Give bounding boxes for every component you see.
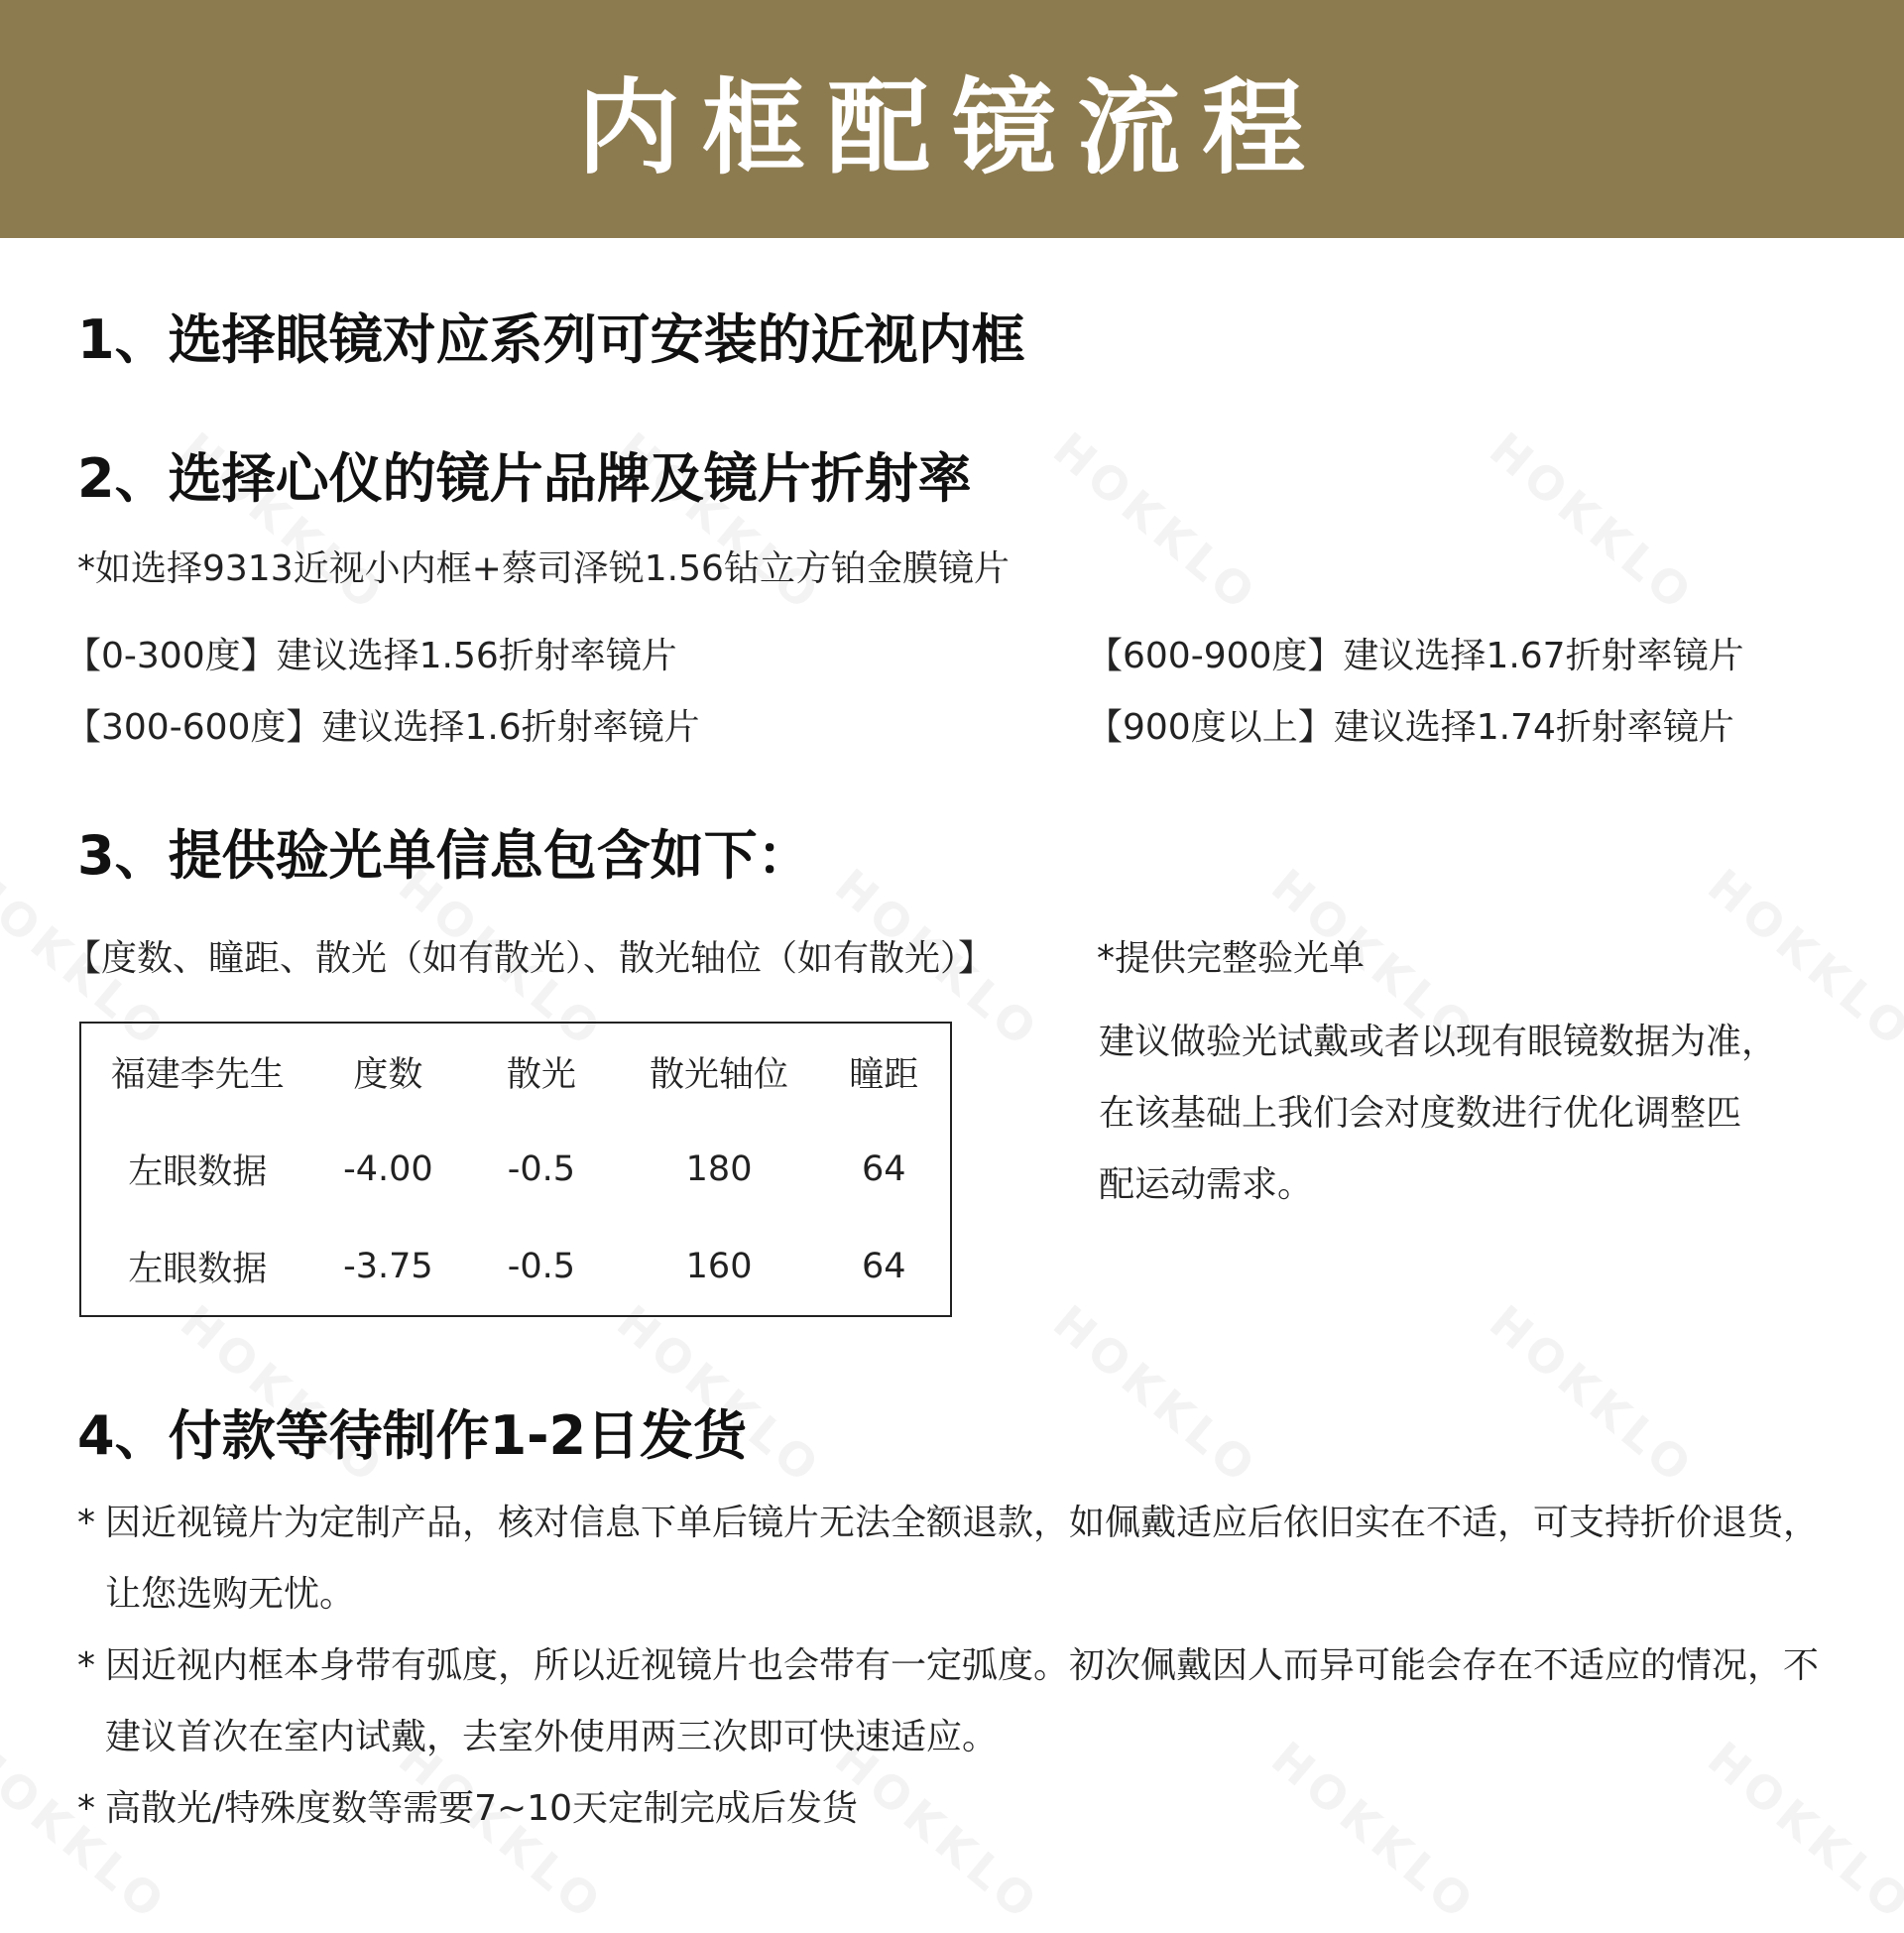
step1-heading: 1、选择眼镜对应系列可安装的近视内框 xyxy=(77,308,1025,371)
table-header-cell: 瞳距 xyxy=(849,1055,919,1095)
step3-note-line: 在该基础上我们会对度数进行优化调整匹 xyxy=(1099,1093,1742,1134)
step3-note-block xyxy=(1099,1007,1852,1221)
step4-note-refund xyxy=(77,1488,1843,1631)
step4-note-text: 因近视内框本身带有弧度，所以近视镜片也会带有一定弧度。初次佩戴因人而异可能会存在不适应的情况，不建议首次在室内试戴，去室外使用两三次即可快速适应。 xyxy=(105,1645,1820,1757)
step2-heading: 2、选择心仪的镜片品牌及镜片折射率 xyxy=(77,447,972,510)
table-cell: -0.5 xyxy=(507,1246,575,1286)
step4-note-text: 因近视镜片为定制产品，核对信息下单后镜片无法全额退款，如佩戴适应后依旧实在不适，可支持折价退货，让您选购无忧。 xyxy=(105,1503,1820,1615)
table-row xyxy=(80,1218,951,1316)
table-header-cell: 度数 xyxy=(353,1055,423,1095)
page-title: 内框配镜流程 xyxy=(576,67,1327,188)
table-cell: 160 xyxy=(685,1246,753,1286)
step3-heading: 3、提供验光单信息包含如下： xyxy=(77,824,811,887)
table-cell: -3.75 xyxy=(343,1246,433,1286)
table-header-cell: 福建李先生 xyxy=(110,1055,285,1095)
step4-note-text: 高散光/特殊度数等需要7~10天定制完成后发货 xyxy=(105,1788,859,1829)
step3-note-title: *提供完整验光单 xyxy=(1097,938,1366,979)
step4-heading: 4、付款等待制作1-2日发货 xyxy=(77,1404,748,1467)
lens-option-300-600: 【300-600度】建议选择1.6折射率镜片 xyxy=(65,707,700,748)
step3-note-line: 建议做验光试戴或者以现有眼镜数据为准， xyxy=(1099,1022,1778,1062)
asterisk-marker: * xyxy=(77,1503,95,1543)
step3-note-line: 配运动需求。 xyxy=(1099,1164,1314,1205)
prescription-table xyxy=(79,1022,952,1317)
step3-fields: 【度数、瞳距、散光（如有散光）、散光轴位（如有散光）】 xyxy=(65,938,995,979)
lens-option-0-300: 【0-300度】建议选择1.56折射率镜片 xyxy=(65,636,677,676)
table-header-cell: 散光轴位 xyxy=(650,1055,789,1095)
table-cell: 180 xyxy=(685,1148,753,1189)
asterisk-marker: * xyxy=(77,1788,95,1829)
table-cell: 左眼数据 xyxy=(128,1249,268,1289)
step4-note-curvature xyxy=(77,1631,1843,1773)
table-cell: -0.5 xyxy=(507,1148,575,1189)
table-cell: 64 xyxy=(862,1148,906,1189)
lens-option-900-plus: 【900度以上】建议选择1.74折射率镜片 xyxy=(1087,707,1734,748)
table-header-cell: 散光 xyxy=(506,1055,576,1095)
lens-option-600-900: 【600-900度】建议选择1.67折射率镜片 xyxy=(1087,636,1744,676)
step2-example: *如选择9313近视小内框+蔡司泽锐1.56钻立方铂金膜镜片 xyxy=(77,548,1010,589)
table-cell: 64 xyxy=(862,1246,906,1286)
asterisk-marker: * xyxy=(77,1645,95,1686)
table-row xyxy=(80,1121,951,1218)
table-header-row xyxy=(80,1023,951,1121)
step4-note-custom xyxy=(77,1773,1843,1845)
table-cell: -4.00 xyxy=(343,1148,433,1189)
table-cell: 左眼数据 xyxy=(128,1151,268,1192)
